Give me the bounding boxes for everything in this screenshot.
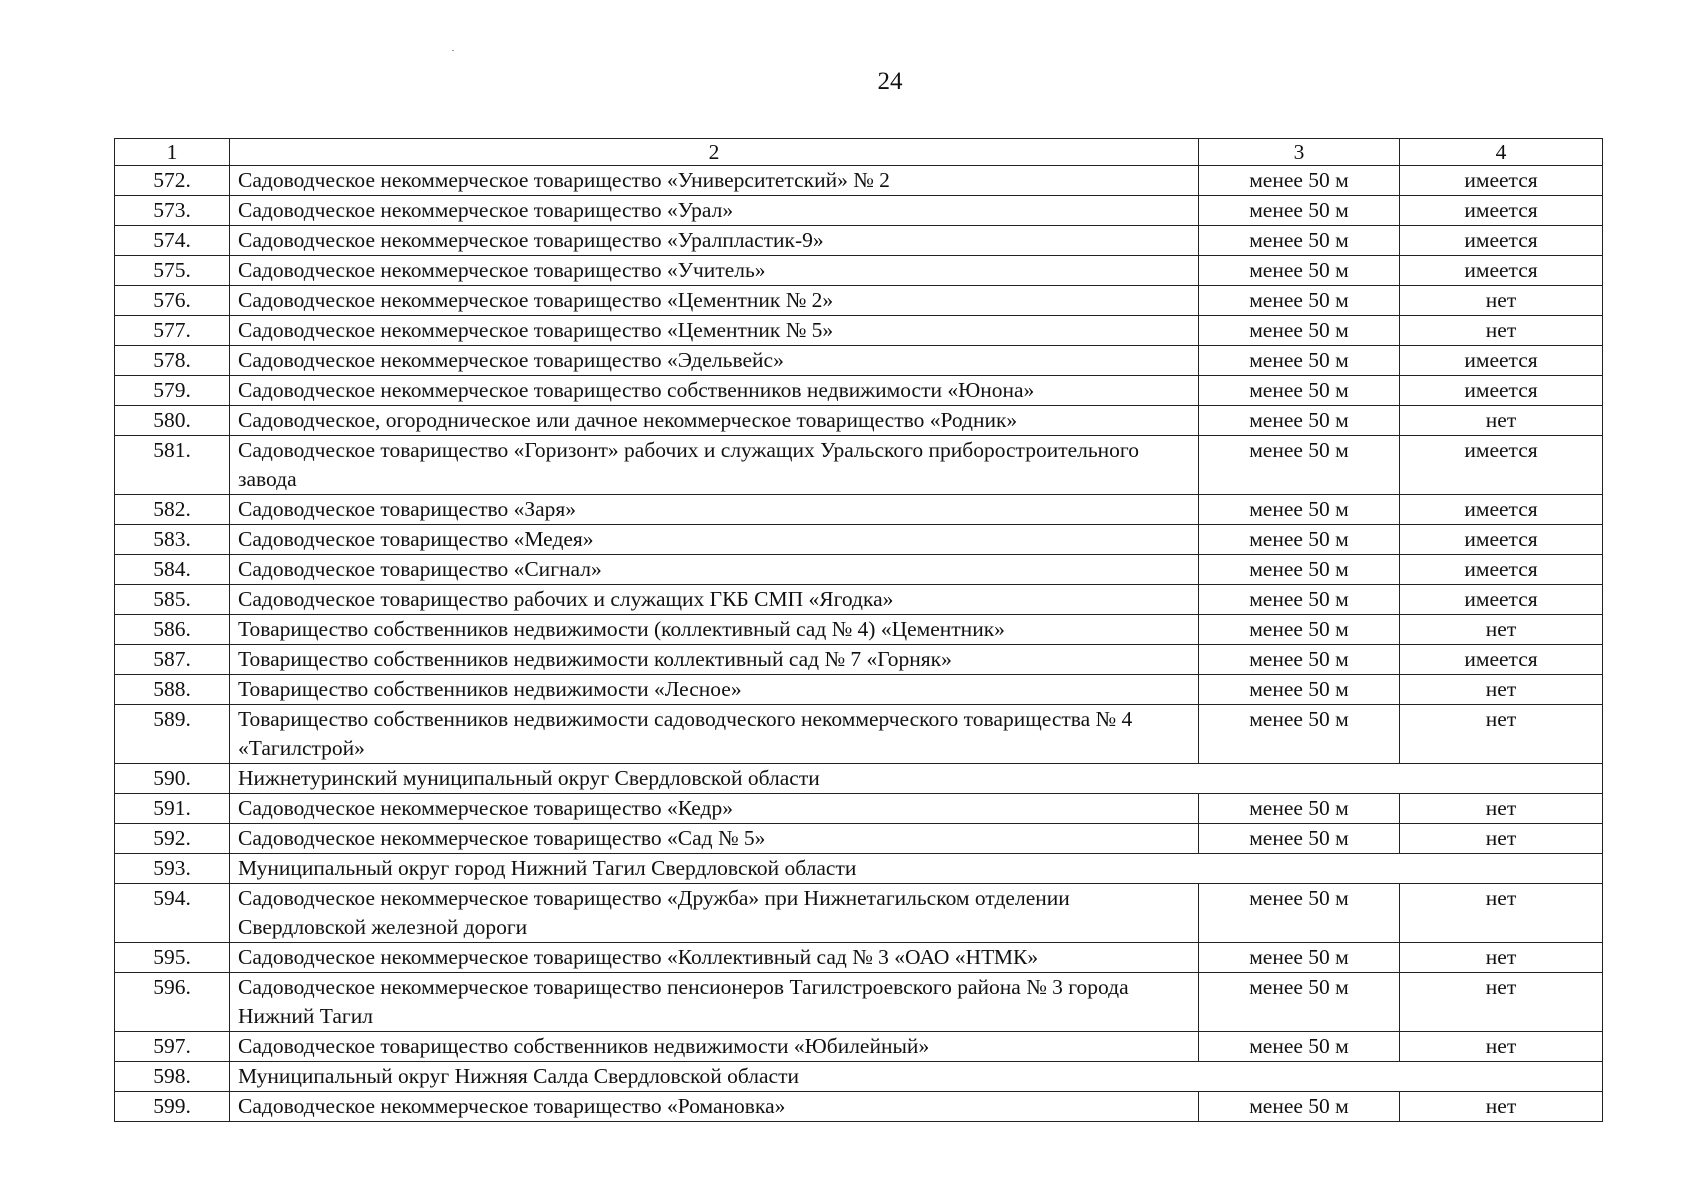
availability-value: имеется [1400,226,1603,256]
scan-artifact [452,50,454,51]
table-row [115,316,1603,346]
availability-value: нет [1400,675,1603,705]
organization-name: Садоводческое некоммерческое товарищество «Цементник № 2» [230,286,1199,316]
organization-name: Садоводческое некоммерческое товарищество собственников недвижимости «Юнона» [230,376,1199,406]
organization-name: Садоводческое некоммерческое товарищество «Цементник № 5» [230,316,1199,346]
column-header-name: 2 [230,139,1199,166]
availability-value: нет [1400,286,1603,316]
row-number: 577. [115,316,230,346]
availability-value: нет [1400,1092,1603,1122]
organization-name: Садоводческое товарищество «Сигнал» [230,555,1199,585]
availability-value: имеется [1400,346,1603,376]
distance-value: менее 50 м [1199,525,1400,555]
table-row [115,436,1603,495]
organization-name: Товарищество собственников недвижимости (коллективный сад № 4) «Цементник» [230,615,1199,645]
table-row [115,1032,1603,1062]
organization-name: Товарищество собственников недвижимости садоводческого некоммерческого товарищества № 4 «Тагилстрой» [230,705,1199,764]
distance-value: менее 50 м [1199,1092,1400,1122]
table-row [115,794,1603,824]
distance-value: менее 50 м [1199,943,1400,973]
organization-name: Товарищество собственников недвижимости «Лесное» [230,675,1199,705]
distance-value: менее 50 м [1199,615,1400,645]
table-row [115,1092,1603,1122]
row-number: 591. [115,794,230,824]
table-row [115,555,1603,585]
distance-value: менее 50 м [1199,645,1400,675]
distance-value: менее 50 м [1199,316,1400,346]
distance-value: менее 50 м [1199,585,1400,615]
distance-value: менее 50 м [1199,495,1400,525]
availability-value: нет [1400,1032,1603,1062]
availability-value: имеется [1400,436,1603,495]
availability-value: нет [1400,705,1603,764]
row-number: 592. [115,824,230,854]
distance-value: менее 50 м [1199,973,1400,1032]
header-row [115,139,1603,166]
row-number: 584. [115,555,230,585]
row-number: 578. [115,346,230,376]
table-row [115,525,1603,555]
availability-value: имеется [1400,555,1603,585]
table-row [115,884,1603,943]
organization-name: Садоводческое, огородническое или дачное некоммерческое товарищество «Родник» [230,406,1199,436]
availability-value: нет [1400,316,1603,346]
table-row [115,973,1603,1032]
availability-value: нет [1400,824,1603,854]
row-number: 588. [115,675,230,705]
organization-name: Садоводческое некоммерческое товарищество «Учитель» [230,256,1199,286]
distance-value: менее 50 м [1199,436,1400,495]
distance-value: менее 50 м [1199,1032,1400,1062]
table-row [115,495,1603,525]
row-number: 594. [115,884,230,943]
section-row [115,1062,1603,1092]
row-number: 576. [115,286,230,316]
row-number: 587. [115,645,230,675]
column-header-number: 1 [115,139,230,166]
distance-value: менее 50 м [1199,346,1400,376]
organization-name: Садоводческое товарищество «Горизонт» рабочих и служащих Уральского приборостроительного завода [230,436,1199,495]
row-number: 579. [115,376,230,406]
table-row [115,226,1603,256]
row-number: 581. [115,436,230,495]
organization-name: Садоводческое товарищество собственников недвижимости «Юбилейный» [230,1032,1199,1062]
table-row [115,824,1603,854]
table-row [115,705,1603,764]
organization-name: Садоводческое некоммерческое товарищество «Урал» [230,196,1199,226]
distance-value: менее 50 м [1199,884,1400,943]
column-header-distance: 3 [1199,139,1400,166]
section-title: Муниципальный округ город Нижний Тагил Свердловской области [230,854,1603,884]
table-row [115,406,1603,436]
row-number: 574. [115,226,230,256]
organization-name: Товарищество собственников недвижимости коллективный сад № 7 «Горняк» [230,645,1199,675]
row-number: 583. [115,525,230,555]
table-row [115,675,1603,705]
distance-value: менее 50 м [1199,406,1400,436]
distance-value: менее 50 м [1199,794,1400,824]
distance-value: менее 50 м [1199,555,1400,585]
organization-name: Садоводческое некоммерческое товарищество пенсионеров Тагилстроевского района № 3 города Нижний Тагил [230,973,1199,1032]
organization-name: Садоводческое некоммерческое товарищество «Кедр» [230,794,1199,824]
row-number: 598. [115,1062,230,1092]
table-row [115,196,1603,226]
distance-value: менее 50 м [1199,705,1400,764]
column-header-availability: 4 [1400,139,1603,166]
availability-value: имеется [1400,166,1603,196]
organization-name: Садоводческое некоммерческое товарищество «Дружба» при Нижнетагильском отделении Свердловской железной дороги [230,884,1199,943]
row-number: 593. [115,854,230,884]
availability-value: нет [1400,794,1603,824]
availability-value: нет [1400,884,1603,943]
row-number: 573. [115,196,230,226]
availability-value: имеется [1400,256,1603,286]
table-row [115,286,1603,316]
row-number: 585. [115,585,230,615]
distance-value: менее 50 м [1199,256,1400,286]
row-number: 582. [115,495,230,525]
section-title: Нижнетуринский муниципальный округ Свердловской области [230,764,1603,794]
row-number: 572. [115,166,230,196]
availability-value: нет [1400,615,1603,645]
table-body [115,166,1603,1122]
availability-value: нет [1400,973,1603,1032]
distance-value: менее 50 м [1199,675,1400,705]
table-row [115,256,1603,286]
distance-value: менее 50 м [1199,166,1400,196]
row-number: 575. [115,256,230,286]
section-row [115,854,1603,884]
table-row [115,346,1603,376]
distance-value: менее 50 м [1199,286,1400,316]
row-number: 595. [115,943,230,973]
table-row [115,615,1603,645]
distance-value: менее 50 м [1199,226,1400,256]
row-number: 586. [115,615,230,645]
availability-value: имеется [1400,585,1603,615]
table-row [115,943,1603,973]
organization-name: Садоводческое некоммерческое товарищество «Романовка» [230,1092,1199,1122]
organization-name: Садоводческое товарищество рабочих и служащих ГКБ СМП «Ягодка» [230,585,1199,615]
availability-value: имеется [1400,645,1603,675]
organization-name: Садоводческое некоммерческое товарищество «Сад № 5» [230,824,1199,854]
organization-name: Садоводческое некоммерческое товарищество «Эдельвейс» [230,346,1199,376]
distance-value: менее 50 м [1199,376,1400,406]
organization-name: Садоводческое некоммерческое товарищество «Университетский» № 2 [230,166,1199,196]
distance-value: менее 50 м [1199,824,1400,854]
organization-name: Садоводческое товарищество «Заря» [230,495,1199,525]
availability-value: имеется [1400,495,1603,525]
availability-value: имеется [1400,525,1603,555]
organization-name: Садоводческое товарищество «Медея» [230,525,1199,555]
table-row [115,166,1603,196]
page-number: 24 [877,68,903,95]
distance-value: менее 50 м [1199,196,1400,226]
table-row [115,376,1603,406]
row-number: 597. [115,1032,230,1062]
availability-value: нет [1400,943,1603,973]
row-number: 599. [115,1092,230,1122]
section-row [115,764,1603,794]
availability-value: нет [1400,406,1603,436]
availability-value: имеется [1400,196,1603,226]
row-number: 590. [115,764,230,794]
availability-value: имеется [1400,376,1603,406]
organization-name: Садоводческое некоммерческое товарищество «Уралпластик-9» [230,226,1199,256]
section-title: Муниципальный округ Нижняя Салда Свердловской области [230,1062,1603,1092]
table-row [115,585,1603,615]
table-row [115,645,1603,675]
row-number: 596. [115,973,230,1032]
organization-name: Садоводческое некоммерческое товарищество «Коллективный сад № 3 «ОАО «НТМК» [230,943,1199,973]
row-number: 589. [115,705,230,764]
garden-associations-table [114,138,1603,1122]
row-number: 580. [115,406,230,436]
